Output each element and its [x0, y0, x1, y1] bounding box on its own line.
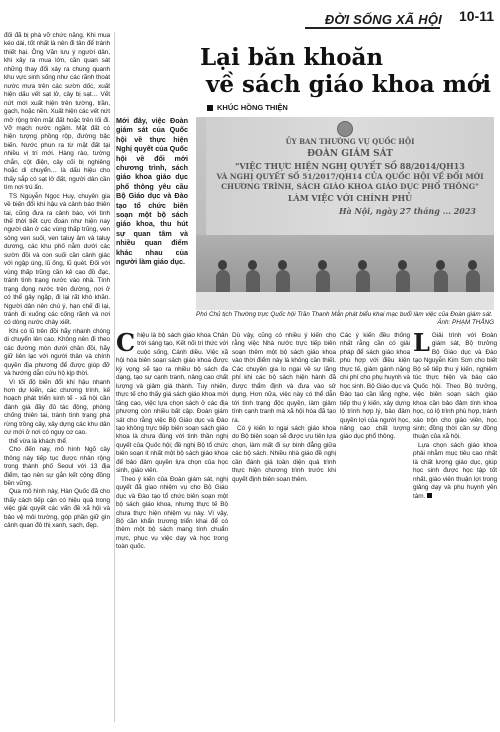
emblem-icon	[337, 121, 353, 137]
body-column-1	[116, 332, 228, 732]
headline-line: về sách giáo khoa mới	[206, 71, 491, 98]
banner-org: ỦY BAN THƯỜNG VỤ QUỐC HỘI	[285, 137, 415, 146]
person-head	[398, 260, 407, 270]
body-column-3	[340, 332, 410, 732]
drop-cap: C	[116, 332, 136, 357]
photo-people	[196, 235, 494, 310]
left-paragraph: Cho đến nay, mô hình Ngõ cây thông này tiếp tục được nhân rộng trong thành phố Seoul với 13 địa điểm, tạo nên sự gắn kết cộng đồng bền vững.	[4, 446, 110, 488]
left-paragraph: đối đã bị phá vỡ chức năng. Khi mua kéo dài, tốt nhất là nên đi tân để tránh thiết hại. Ông Văn lưu ý người dân, khi xây ra mua lớn, cần quan sát những thay đổi xảy ra chung quanh khu vực sinh sống như các rãnh thoát nước mưa trên các sườn dốc, xuất hiện dấu vết sạt lở, cây bị sạt… Vết nứt mới xuất hiện trên tường, trần, gạch, hoặc nền. Xuất hiện các vết nứt mở rộng trên mặt đất hoặc trên lối đi. Vỡ mạch nước ngầm. Mặt đất có hiện tượng phồng rộp, đường bậc biến. Nước phun ra từ mặt đất tại nhiều vị trí mới. Hàng rào, tường chắn, cột điện, cây cối bị nghiêng hoặc di chuyển… là dấu hiệu cho thấy sắp có sạt lở đất, người dân cần tìm nơi trú ẩn.	[4, 32, 110, 192]
left-paragraph: TS Nguyễn Ngọc Huy, chuyên gia về biến đổi khí hậu và cảnh báo thiên tai, cũng đưa ra cảnh báo, với tình thế thời tiết cực đoan như hiện nay người dân ở các vùng thấp trũng, ven sông ven suối, ven taluy âm và taluy dương, các khu phố nằm dưới các sườn đồi và con suối cần cảnh giác với ngập úng, lũ ống, lũ quét. Đối với vùng thấp trũng cần kê cao đồ đạc, tránh tình trạng nước vào nhà. Tình trạng đọng nước trên đường, nơi ở có thể gây ngập, đi lại rất khó khăn. Người dân nên chú ý, hạn chế đi lại, tránh đi xuống các cống rãnh và nơi có dòng nước chảy xiết.	[4, 192, 110, 327]
page-header	[0, 0, 500, 30]
body-paragraph: Dù vậy, cũng có nhiều ý kiến cho rằng việc Nhà nước trực tiếp biên soạn thêm một bộ sách giáo khoa vào thời điểm này là không cần thiết. Các chuyên gia lo ngại về sự lãng phí khi các bộ sách hiện hành đã được thẩm định và đưa vào sử dụng. Hơn nữa, việc này có thể dẫn tới tình trạng độc quyền, làm giảm tính cạnh tranh mà xã hội hóa đã tạo ra.	[232, 332, 336, 424]
person-head	[218, 260, 227, 270]
banner-line: VÀ NGHỊ QUYẾT SỐ 51/2017/QH14 CỦA QUỐC HỘI VỀ ĐỔI MỚI	[216, 172, 484, 181]
meeting-table	[196, 292, 494, 310]
person-head	[248, 260, 257, 270]
drop-cap: L	[413, 332, 430, 357]
left-column	[4, 32, 110, 672]
byline-square-icon	[207, 105, 213, 111]
photo-credit: Ảnh: PHẠM THẮNG	[437, 319, 494, 326]
left-paragraph: Qua mô hình này, Hàn Quốc đã cho thấy cách tiếp cận có hiệu quả trong việc giải quyết các vấn đề xã hội và bảo vệ môi trường, góp phần giữ gìn cảnh quan đô thị xanh, sạch, đẹp.	[4, 488, 110, 530]
end-mark-icon	[427, 493, 432, 498]
body-paragraph-text: Giải trình với Đoàn giám sát, Bộ trưởng Bộ Giáo dục và Đào tạo Nguyễn Kim Sơn cho biết Bộ sẽ tiếp thu ý kiến, nghiêm túc thực hiện và báo cáo Quốc hội. Theo Bộ trưởng, việc biên soạn sách giáo khoa cần bảo đảm tính khoa học, có lộ trình phù hợp, tránh xáo trộn cho giáo viên, học sinh; đồng thời cần sự đồng thuận của xã hội.	[413, 332, 497, 441]
body-paragraph-text: Lựa chọn sách giáo khoa phải nhằm mục tiêu cao nhất là chất lượng giáo dục, giúp học sinh được học tập tốt nhất, giáo viên thuận lợi trong giảng dạy và phụ huynh yên tâm.	[413, 441, 497, 500]
byline	[207, 103, 288, 112]
page-numbers: 10-11	[458, 8, 494, 24]
banner-line: LÀM VIỆC VỚI CHÍNH PHỦ	[287, 193, 413, 203]
body-paragraph	[116, 332, 228, 476]
body-column-4	[413, 332, 497, 732]
body-paragraph: Các ý kiến đều thống nhất rằng cần có giải pháp để sách giáo khoa phù hợp với điều kiện thực tế, giảm gánh nặng chi phí cho phụ huynh và học sinh. Bộ Giáo dục và Đào tạo cần lắng nghe, tiếp thu ý kiến, xây dựng lộ trình hợp lý, bảo đảm quyền lợi của người học, nâng cao chất lượng giáo dục phổ thông.	[340, 332, 410, 441]
photo-caption	[196, 311, 494, 327]
left-paragraph: thể vừa là khách thể.	[9, 437, 68, 445]
person-head	[358, 260, 367, 270]
article-photo	[196, 117, 494, 310]
body-paragraph: Có ý kiến lo ngại sách giáo khoa do Bộ biên soạn sẽ được ưu tiên lựa chọn, làm mất đi sự bình đẳng giữa các bộ sách. Nhiều nhà giáo đề nghị cần đánh giá toàn diện quá trình thực hiện chương trình trước khi quyết định biên soạn thêm.	[232, 424, 336, 483]
caption-text: Phó Chủ tịch Thường trực Quốc hội Trần Thanh Mẫn phát biểu khai mạc buổi làm việc của Đoàn giám sát.	[196, 311, 493, 318]
headline-line: Lại băn khoăn	[200, 44, 384, 71]
person-head	[318, 260, 327, 270]
left-paragraph: Khi có lũ trên đồi hãy nhanh chóng di chuyển lên cao. Không nên đi theo các đường mòn dưới chân đồi, hãy giữ liên lạc với người thân và chính quyền địa phương để được giúp đỡ và hướng dẫn cứu hộ kịp thời.	[4, 327, 110, 378]
left-paragraph: Vì tối độ biến đổi khí hậu nhanh hơn dự kiến, các chương trình, kế hoạch phát triển kinh tế - xã hội cần đánh giá đầy đủ tác động, phòng chống thiên tai, tránh tình trạng phá rừng trồng cây, xây dựng các khu dân cư mới ở nơi có nguy cơ cao.	[4, 378, 110, 437]
body-paragraph-text: hiệu là bộ sách giáo khoa Chân trời sáng tạo, Kết nối tri thức với cuộc sống, Cánh diều. Việc xã hội hóa biên soạn sách giáo khoa được kỳ vọng sẽ tạo ra nhiều bộ sách đa dạng, tạo sự cạnh tranh, nâng cao chất lượng và giảm giá thành. Tuy nhiên, thực tế cho thấy giá sách giáo khoa mới tăng cao, việc lựa chọn sách ở các địa phương còn nhiều bất cập. Đoàn giám sát cho rằng việc Bộ Giáo dục và Đào tạo không trực tiếp biên soạn sách giáo khoa là chưa đúng với tinh thần nghị quyết của Quốc hội; đề nghị Bộ tổ chức biên soạn ít nhất một bộ sách giáo khoa để bảo đảm quyền lựa chọn của học sinh, giáo viên.	[116, 332, 228, 475]
banner-line: CHƯƠNG TRÌNH, SÁCH GIÁO KHOA GIÁO DỤC PHỔ THÔNG"	[221, 182, 479, 191]
byline-author: KHÚC HỒNG THIỆN	[217, 103, 288, 112]
body-paragraph	[413, 442, 497, 501]
body-paragraph	[413, 332, 497, 442]
banner-date: Hà Nội, ngày 27 tháng ... 2023	[338, 206, 476, 216]
section-rule	[305, 27, 440, 29]
article-headline	[194, 44, 494, 98]
column-divider	[114, 32, 115, 722]
article-lead: Mới đây, việc Đoàn giám sát của Quốc hội về thực hiện Nghị quyết của Quốc hội về đổi mới chương trình, sách giáo khoa giáo dục phổ thông yêu cầu Bộ Giáo dục và Đào tạo tổ chức biên soạn một bộ sách giáo khoa, thu hút sự quan tâm và nhiều quan điểm khác nhau của người làm giáo dục.	[116, 116, 188, 267]
banner-title: ĐOÀN GIÁM SÁT	[307, 149, 393, 159]
body-paragraph: Theo ý kiến của Đoàn giám sát, nghị quyết đã giao nhiệm vụ cho Bộ Giáo dục và Đào tạo tổ chức biên soạn một bộ sách giáo khoa, nhưng thực tế Bộ chưa thực hiện nhiệm vụ này. Vì vậy, Bộ cần khẩn trương triển khai để có thêm một bộ sách mang tính chuẩn mực, phục vụ việc dạy và học trong toàn quốc.	[116, 475, 228, 551]
section-label: ĐỜI SỐNG XÃ HỘI	[324, 12, 442, 27]
person-head	[436, 260, 445, 270]
body-column-2	[232, 332, 336, 732]
banner-line: "VIỆC THỰC HIỆN NGHỊ QUYẾT SỐ 88/2014/QH13	[235, 161, 465, 171]
photo-banner	[206, 117, 494, 235]
person-head	[468, 260, 477, 270]
person-head	[278, 260, 287, 270]
